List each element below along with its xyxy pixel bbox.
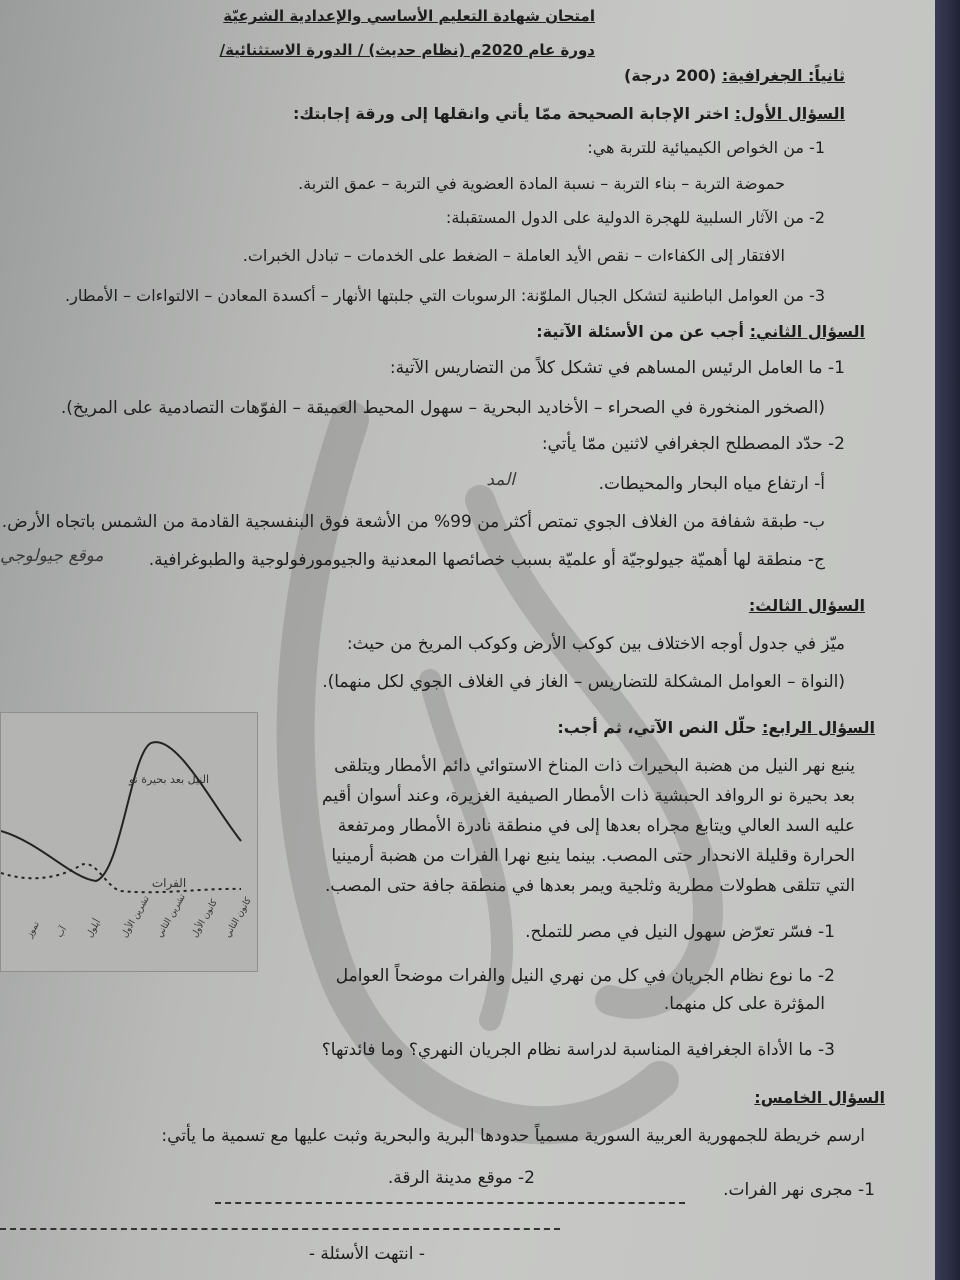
q3-line1: ميّز في جدول أوجه الاختلاف بين كوكب الأرض وكوكب المريخ من حيث: <box>346 634 845 654</box>
month-label: تشرين الأول <box>119 894 152 940</box>
exam-header-title: امتحان شهادة التعليم الأساسي والإعدادية الشرعيّة <box>223 7 595 25</box>
q5-instruction: ارسم خريطة للجمهورية العربية السورية مسمياً حدودها البرية والبحرية وثبت عليها مع تسمية ما يأتي: <box>161 1126 865 1146</box>
questions-end-note: - انتهت الأسئلة - <box>308 1244 425 1264</box>
section-title <box>624 66 845 86</box>
q1-heading <box>293 104 845 124</box>
q2-item2-c: ج- منطقة لها أهميّة جيولوجيّة أو علميّة بسبب خصائصها المعدنية والجيومورفولوجية والطبوغرافية. <box>148 550 825 570</box>
month-label: آب <box>54 924 70 940</box>
q2-item2-b: ب- طبقة شفافة من الغلاف الجوي تمتص أكثر من 99% من الأشعة فوق البنفسجية القادمة من الشمس باتجاه الأرض. <box>1 512 825 532</box>
month-label: كانون الثاني <box>222 896 254 940</box>
q2-item1: 1- ما العامل الرئيس المساهم في تشكل كلاً من التضاريس الآتية: <box>389 358 845 378</box>
q4-text-line2: بعد بحيرة نو الروافد الحبشية ذات الأمطار الصيفية الغزيرة، وعند أسوان أقيم <box>321 786 855 806</box>
handwritten-answer-a: المد <box>486 470 515 490</box>
q4-question3: 3- ما الأداة الجغرافية المناسبة لدراسة نظام الجريان النهري؟ وما فائدتها؟ <box>321 1040 835 1060</box>
q1-instruction: اختر الإجابة الصحيحة ممّا يأتي وانقلها إلى ورقة إجابتك: <box>293 104 730 123</box>
q1-item3: 3- من العوامل الباطنية لتشكل الجبال الملوّنة: الرسوبات التي جلبتها الأنهار – أكسدة المعادن – الالتواءات – الأمطار. <box>65 286 825 305</box>
dashed-separator-lower <box>0 1228 560 1230</box>
q1-item1-options: حموضة التربة – بناء التربة – نسبة المادة العضوية في التربة – عمق التربة. <box>298 174 785 193</box>
q2-instruction: أجب عن من الأسئلة الآتية: <box>536 322 745 341</box>
q4-instruction: حلّل النص الآتي، ثم أجب: <box>557 718 757 737</box>
month-label: تموز <box>24 920 42 940</box>
q2-item1-options: (الصخور المنخورة في الصحراء – الأخاديد البحرية – سهول المحيط العميقة – الفوّهات التصادمية على المريخ). <box>60 398 825 418</box>
euphrates-curve-label: الفرات <box>151 876 187 890</box>
q1-item2-stem: 2- من الآثار السلبية للهجرة الدولية على الدول المستقبلة: <box>445 208 825 227</box>
q1-title: السؤال الأول: <box>734 104 845 123</box>
q2-title: السؤال الثاني: <box>749 322 865 341</box>
q4-text-line4: الحرارة وقليلة الانحدار حتى المصب. بينما ينبع نهرا الفرات من هضبة أرمينيا <box>331 846 855 866</box>
q2-item2: 2- حدّد المصطلح الجغرافي لاثنين ممّا يأتي: <box>541 434 845 454</box>
q4-title: السؤال الرابع: <box>761 718 875 737</box>
binder-edge <box>935 0 960 1280</box>
q5-item2: 2- موقع مدينة الرقة. <box>387 1168 535 1188</box>
dashed-separator <box>215 1202 685 1204</box>
q5-item1: 1- مجرى نهر الفرات. <box>723 1180 875 1200</box>
section-label: ثانياً: الجغرافية: <box>721 66 845 85</box>
q4-text-line1: ينبع نهر النيل من هضبة البحيرات ذات المناخ الاستوائي دائم الأمطار ويتلقى <box>334 756 855 776</box>
q4-question1: 1- فسّر تعرّض سهول النيل في مصر للتملح. <box>525 922 835 942</box>
q3-title: السؤال الثالث: <box>748 596 865 615</box>
q4-question2: 2- ما نوع نظام الجريان في كل من نهري النيل والفرات موضحاً العوامل <box>335 966 835 986</box>
euphrates-flow-curve <box>1 864 241 892</box>
nile-flow-curve <box>1 742 241 881</box>
q1-item1-stem: 1- من الخواص الكيميائية للتربة هي: <box>587 138 825 157</box>
exam-header-session: دورة عام 2020م (نظام حديث) / الدورة الاستثنائية/ <box>219 41 595 59</box>
month-label: أيلول <box>84 917 104 940</box>
section-marks: (200 درجة) <box>624 66 717 85</box>
q2-item2-a: أ- ارتفاع مياه البحار والمحيطات. <box>598 474 825 494</box>
river-flow-graph-svg <box>1 713 257 971</box>
month-label: كانون الأول <box>189 897 220 940</box>
q4-text-line3: عليه السد العالي ويتابع مجراه بعدها إلى في منطقة نادرة الأمطار ومرتفعة <box>337 816 855 836</box>
month-label: تشرين الثاني <box>154 892 188 940</box>
q4-text-line5: التي تتلقى هطولات مطرية وثلجية ويمر بعدها في منطقة جافة حتى المصب. <box>324 876 855 896</box>
q4-heading <box>557 718 875 738</box>
river-flow-graph <box>0 712 258 972</box>
q4-question2-cont: المؤثرة على كل منهما. <box>663 994 825 1014</box>
nile-curve-label: النيل بعد بحيرة نو <box>128 773 210 786</box>
q1-item2-options: الافتقار إلى الكفاءات – نقص الأيد العاملة – الضغط على الخدمات – تبادل الخبرات. <box>242 246 785 265</box>
q2-heading <box>536 322 865 342</box>
handwritten-answer-c: موقع جيولوجي <box>0 546 104 566</box>
q3-line2: (النواة – العوامل المشكلة للتضاريس – الغاز في الغلاف الجوي لكل منهما). <box>322 672 845 692</box>
q5-title: السؤال الخامس: <box>754 1088 885 1107</box>
